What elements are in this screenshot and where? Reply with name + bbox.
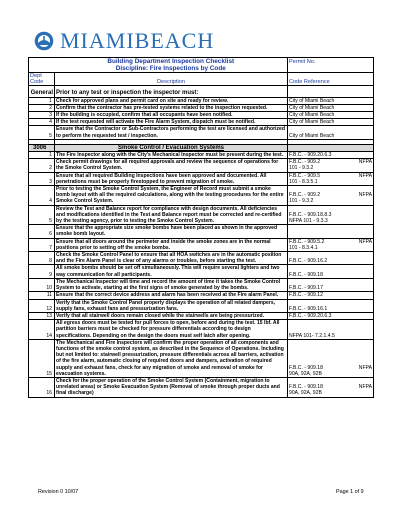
item-description: The Mechanical and Fire Inspectors will confirm the proper operation of all components and functions of the smoke control system, as described in the Sequence of Operations. Including but not limited to: stairwell pressurization, pressure differentials across all barriers, activation of the fire alarm, automatic closing of required doors and dampers, activation of required supply and exhaust fans, check for any migration of smoke and removal of smoke for evacuation systems. — [55, 339, 288, 377]
code-reference: F.B.C. - 909.17 — [288, 278, 374, 291]
table-row — [29, 119, 374, 126]
code-reference: F.B.C. - 909.5 NFPA 101 - 8.3.5.1 — [289, 172, 372, 185]
item-description: Review the Test and Balance report for compliance with design documents. All deficiencies and modifications identified in the Test and Balance report must be corrected and re-certified by the testing agency, prior to testing the Smoke Control System. — [55, 205, 288, 225]
table-row — [29, 252, 374, 265]
table-row — [29, 299, 374, 312]
code-reference: City of Miami Beach — [288, 126, 374, 139]
item-number: 13 — [29, 312, 55, 319]
item-number: 1 — [29, 97, 55, 104]
table-row — [29, 238, 374, 251]
code-reference: F.B.C. - 909.2 NFPA 101 - 9.3.2 — [289, 159, 372, 172]
table-row — [29, 172, 374, 185]
code-reference: NFPA 101- 7.2.1.4.5 — [288, 320, 374, 340]
item-description: Verify that all stairwell doors remain closed while the stairwells are being pressurized. — [55, 312, 288, 319]
table-row — [29, 104, 374, 111]
item-description: Check permit drawings for all required approvals and review the sequence of operations for the Smoke Control System. — [55, 159, 288, 172]
page-number: Page 1 of 9 — [336, 489, 364, 495]
code-reference: F.B.C. - 909.20.6.3 — [288, 312, 374, 319]
code-reference: City of Miami Beach — [288, 119, 374, 126]
item-number: 9 — [29, 265, 55, 278]
table-row — [29, 97, 374, 104]
item-number: 15 — [29, 339, 55, 377]
col-code-reference: Code Reference — [288, 73, 374, 86]
code-reference: City of Miami Beach — [288, 104, 374, 111]
inspection-checklist-table — [28, 57, 374, 398]
miami-beach-logo — [34, 30, 374, 52]
item-number: 2 — [29, 104, 55, 111]
code-reference: F.B.C. - 909.18 NFPA 90A, 92A, 92B — [288, 377, 374, 397]
table-row — [29, 126, 374, 139]
col-description: Description — [55, 73, 288, 86]
discipline-title: Discipline: Fire Inspections by Code — [115, 65, 226, 72]
table-row — [29, 186, 374, 206]
table-row — [29, 265, 374, 278]
item-number: 3 — [29, 112, 55, 119]
code-reference: City of Miami Beach — [288, 112, 374, 119]
table-row — [29, 112, 374, 119]
item-description: The Fire Inspector along with the City's Mechanical Inspector must be present during the test. — [55, 152, 288, 159]
general-label: General — [29, 90, 55, 97]
table-row — [29, 292, 374, 299]
code-reference: F.B.C. - 909.16.1 — [288, 299, 374, 312]
item-number: 16 — [29, 377, 55, 397]
table-row — [29, 159, 374, 172]
col-dept-code: Dept Code — [29, 73, 55, 86]
item-description: Ensure that all doors around the perimeter and inside the smoke zones are in the normal positions prior to setting off the smoke bombs. — [55, 238, 288, 251]
item-description: Ensure that the correct device address and alarm has been received at the Fire alarm Panel. — [55, 292, 288, 299]
table-row — [29, 205, 374, 225]
item-number: 5 — [29, 126, 55, 139]
item-description: Confirm that the contractor has pre-tested systems related to the inspection requested. — [55, 104, 288, 111]
table-row — [29, 377, 374, 397]
item-number: 10 — [29, 278, 55, 291]
brand-wordmark: MIAMIBEACH — [60, 28, 215, 53]
item-number: 3 — [29, 172, 55, 185]
item-description: Ensure that all required Building Inspections have been approved and documented. All penetrations must be properly firestopped to prevent migration of smoke. — [55, 172, 288, 185]
item-description: Verify that the Smoke Control Panel properly displays the operation of all related dampers, supply fans, exhaust fans and pressurization fans. — [55, 299, 288, 312]
item-number: 2 — [29, 159, 55, 172]
item-number: 6 — [29, 225, 55, 238]
item-number: 11 — [29, 292, 55, 299]
revision-label: Revision 0 10/07 — [38, 489, 79, 495]
code-reference: F.B.C. - 909.18 NFPA 90A, 92A, 92B — [288, 339, 374, 377]
item-description: Check for the proper operation of the Smoke Control System (Containment, migration to unrelated areas) or Smoke Evacuation System (Removal of smoke through proper ducts and final discharge) — [55, 377, 288, 397]
city-seal-icon — [34, 31, 54, 51]
item-number: 4 — [29, 119, 55, 126]
item-description: Check the Smoke Control Panel to ensure that all HOA switches are in the automatic position and the Fire Alarm Panel is clear of any alarms or troubles, before starting the test. — [55, 252, 288, 265]
table-row — [29, 339, 374, 377]
table-row — [29, 312, 374, 319]
item-description: All smoke bombs should be set off simultaneously. This will require several lighters and two way communication for all participants. — [55, 265, 288, 278]
table-row — [29, 278, 374, 291]
item-number: 14 — [29, 320, 55, 340]
section-title: Smoke Control / Evacuation Systems — [55, 144, 288, 151]
section-header-row — [29, 144, 374, 151]
item-description: Ensure that the Contractor or Sub-Contractors performing the test are licensed and authorized to perform the requested test / inspection. — [55, 126, 288, 139]
item-description: Ensure that the appropriate size smoke bombs have been placed as shown in the approved smoke bomb layout. — [55, 225, 288, 238]
code-reference — [288, 225, 374, 238]
code-reference: F.B.C. - 909.5.2 NFPA 101 - 8.3.4.1 — [289, 238, 372, 251]
item-number: 7 — [29, 238, 55, 251]
item-number: 1 — [29, 152, 55, 159]
item-number: 8 — [29, 252, 55, 265]
item-description: Check for approved plans and permit card on site and ready for review. — [55, 97, 288, 104]
section-code: 3006 — [29, 144, 55, 151]
item-description: If the test requested will activate the Fire Alarm System, dispatch must be notified. — [55, 119, 288, 126]
code-reference: F.B.C. - 909.12 — [288, 292, 374, 299]
code-reference: F.B.C. - 909.20.6.3 — [288, 152, 374, 159]
general-heading: Prior to any test or inspection the inspector must: — [55, 90, 288, 97]
item-number: 4 — [29, 186, 55, 206]
item-description: If the building is occupied, confirm that all occupants have been notified. — [55, 112, 288, 119]
item-description: The Mechanical Inspector will time and record the amount of time it takes the Smoke Control System to activate, starting at the first signs of smoke generated by the bombs. — [55, 278, 288, 291]
code-reference: F.B.C. - 909.18 — [288, 265, 374, 278]
table-row — [29, 225, 374, 238]
code-reference: F.B.C. - 909.16.2 — [288, 252, 374, 265]
item-description: Prior to testing the Smoke Control System, the Engineer of Record must submit a smoke bomb layout with all the required calculations, along with the testing procedures for the entire Smoke Control System. — [55, 186, 288, 206]
code-reference: F.B.C. - 909.2 NFPA 101 - 9.3.2 — [288, 186, 374, 206]
checklist-title: Building Department Inspection Checklist — [55, 58, 288, 66]
table-row — [29, 320, 374, 340]
item-description: All egress doors must be tested for pull forces to open, before and during the test. 15 lbf. All partition barriers must be checked for pressure differentials according to design specifications. Depending on the design the doors must self latch after opening. — [55, 320, 288, 340]
code-reference: City of Miami Beach — [288, 97, 374, 104]
item-number: 12 — [29, 299, 55, 312]
code-reference: F.B.C. - 909.18.8.3 NFPA 101 - 9.3.3 — [288, 205, 374, 225]
table-row — [29, 152, 374, 159]
item-number: 5 — [29, 205, 55, 225]
permit-no-label: Permit No. — [288, 58, 374, 66]
